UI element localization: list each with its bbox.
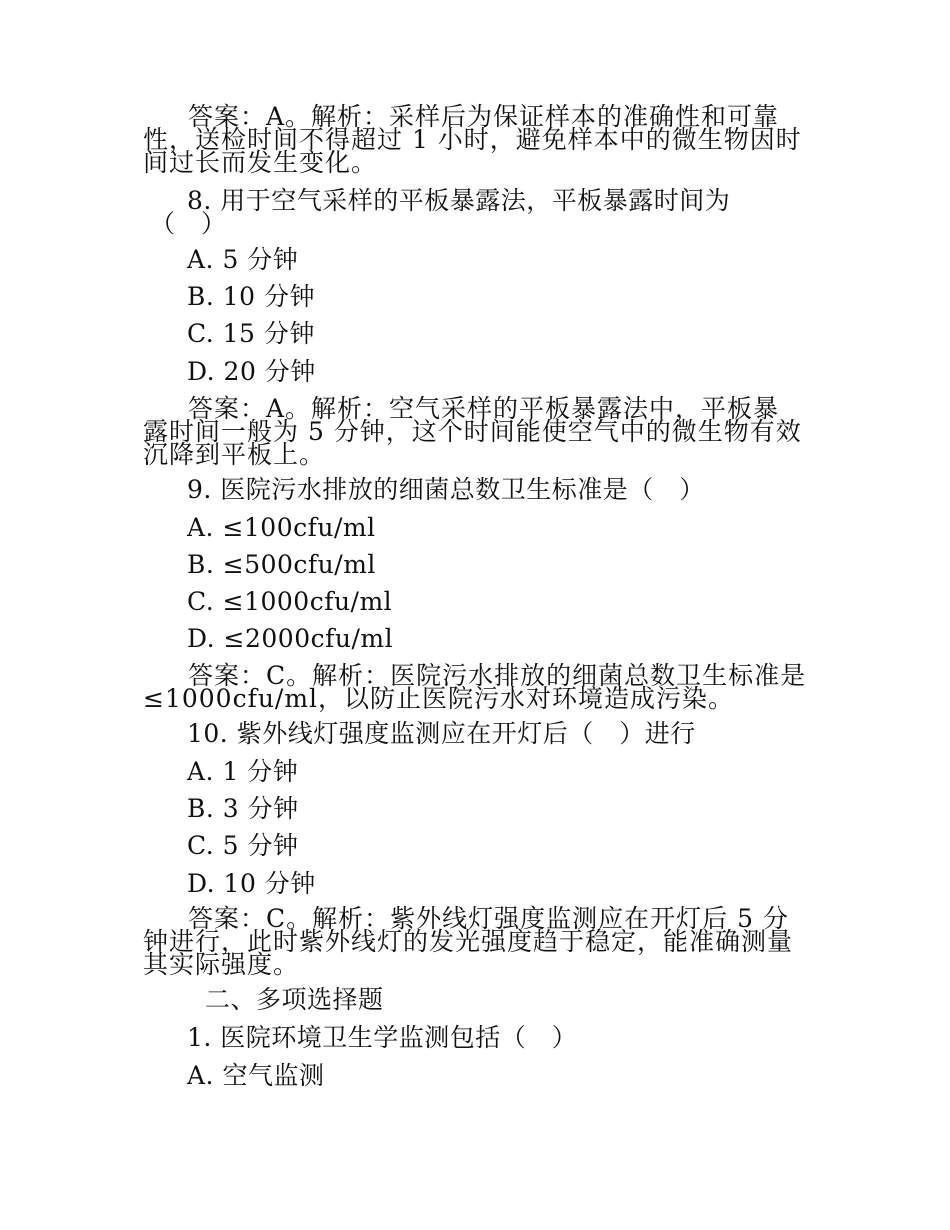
question-10-option-d: D. 10 分钟 — [187, 869, 316, 898]
multi-question-1-stem: 1. 医院环境卫生学监测包括（ ） — [187, 1023, 578, 1052]
question-8-option-d: D. 20 分钟 — [187, 357, 316, 386]
answer-q9: 答案：C。解析：医院污水排放的细菌总数卫生标准是≤1000cfu/ml，以防止医院污水对环境造成污染。 — [143, 661, 807, 713]
question-8-stem: 8. 用于空气采样的平板暴露法，平板暴露时间为 — [187, 186, 731, 215]
answer-q8: 答案：A。解析：空气采样的平板暴露法中，平板暴露时间一般为 5 分钟，这个时间能使空气中的微生物有效沉降到平板上。 — [143, 394, 802, 469]
question-9-option-d: D. ≤2000cfu/ml — [187, 624, 394, 653]
question-8-blank: （ ） — [150, 209, 227, 238]
question-9-option-c: C. ≤1000cfu/ml — [187, 587, 393, 616]
question-8-option-c: C. 15 分钟 — [187, 319, 315, 348]
section-heading-multiple-choice: 二、多项选择题 — [205, 985, 384, 1014]
question-9-stem: 9. 医院污水排放的细菌总数卫生标准是（ ） — [187, 475, 705, 504]
question-10-option-c: C. 5 分钟 — [187, 831, 299, 860]
question-9-option-a: A. ≤100cfu/ml — [187, 513, 376, 542]
question-8-option-a: A. 5 分钟 — [187, 245, 299, 274]
question-10-stem: 10. 紫外线灯强度监测应在开灯后（ ）进行 — [187, 719, 696, 748]
answer-q10: 答案：C。解析：紫外线灯强度监测应在开灯后 5 分钟进行，此时紫外线灯的发光强度趋于稳定，能准确测量其实际强度。 — [143, 904, 794, 979]
question-8-option-b: B. 10 分钟 — [187, 282, 316, 311]
question-10-option-a: A. 1 分钟 — [187, 757, 299, 786]
answer-q7: 答案：A。解析：采样后为保证样本的准确性和可靠性，送检时间不得超过 1 小时，避免样本中的微生物因时间过长而发生变化。 — [143, 102, 802, 177]
question-10-option-b: B. 3 分钟 — [187, 794, 299, 823]
multi-question-1-option-a: A. 空气监测 — [187, 1061, 325, 1090]
question-9-option-b: B. ≤500cfu/ml — [187, 550, 376, 579]
